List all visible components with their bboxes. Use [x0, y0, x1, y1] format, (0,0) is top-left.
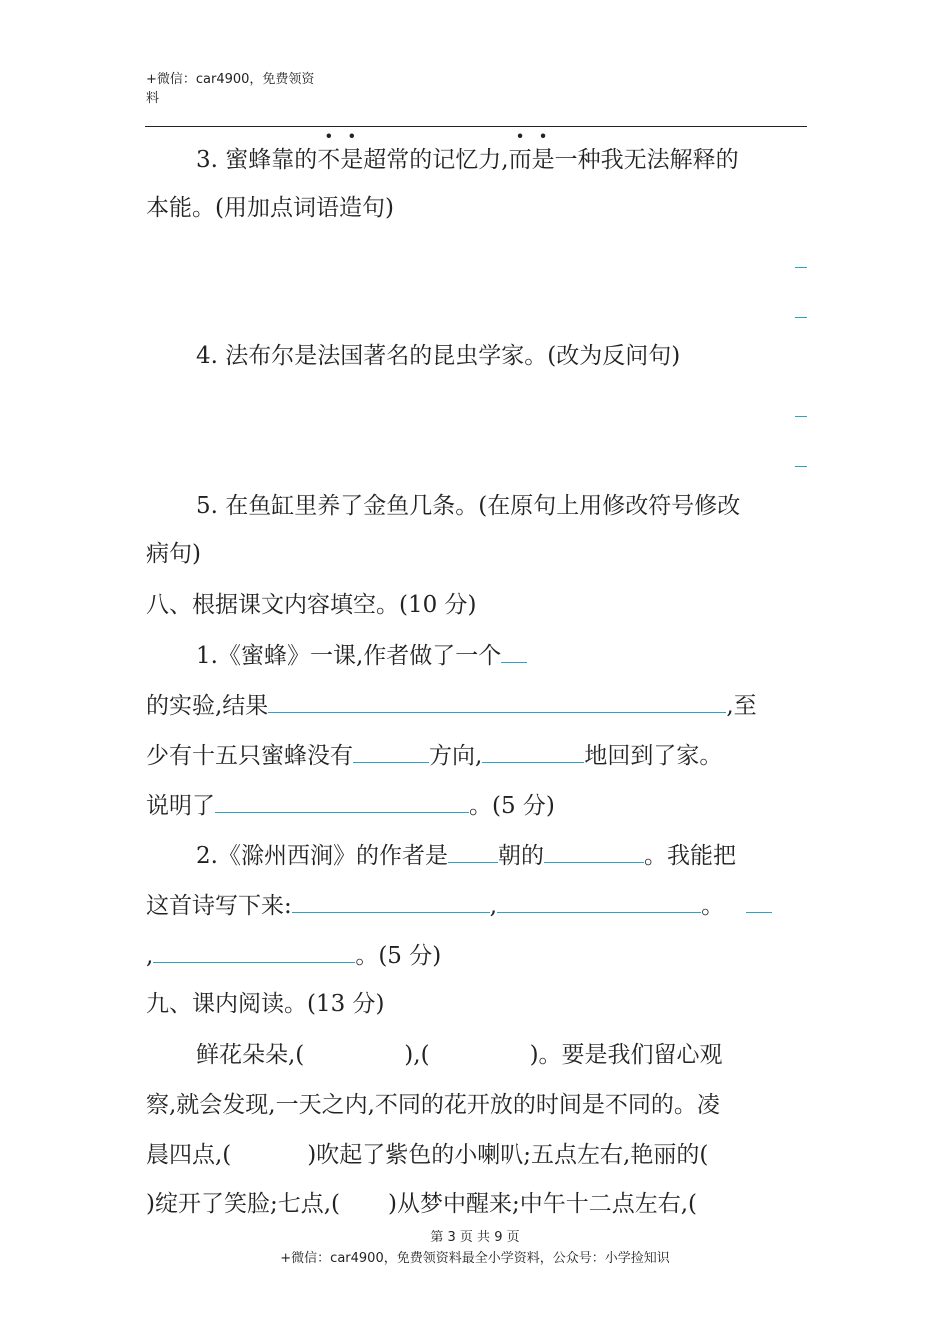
q4-answer-line-2[interactable]: [795, 466, 807, 467]
fill-blank[interactable]: [746, 890, 772, 913]
q3-dotted-char: 不: [317, 147, 341, 173]
s9-text: )绽开了笑脸;七点,(: [146, 1191, 341, 1217]
s9-text: )从梦中醒来;中午十二点左右,(: [388, 1191, 698, 1217]
s9-text: )吹起了紫色的小喇叭;五点左右,艳丽的(: [307, 1142, 709, 1168]
s8-q2-line-1: [196, 840, 736, 871]
s8-q2-text: 。: [701, 893, 725, 919]
q3-dotted-char: 而: [508, 147, 532, 173]
s8-q1-line-4: [146, 790, 555, 821]
fill-blank[interactable]: [292, 890, 490, 913]
s8-q1-text: 的实验,结果: [146, 693, 269, 719]
header-line-1: +微信：car4900，免费领资: [146, 72, 315, 87]
s8-q2-text: 这首诗写下来:: [146, 893, 292, 919]
s8-q2-text: ,: [489, 893, 498, 919]
s9-para-line-4: [146, 1189, 697, 1219]
s8-q2-line-3: [146, 940, 441, 971]
fill-blank[interactable]: [153, 940, 355, 963]
fill-blank[interactable]: [482, 740, 584, 763]
s9-text: 晨四点,(: [146, 1142, 232, 1168]
q3-dotted-char: 是: [340, 147, 364, 173]
s9-text: ),(: [404, 1042, 430, 1068]
q5-line-1: 5. 在鱼缸里养了金鱼几条。(在原句上用修改符号修改: [196, 493, 741, 519]
s8-q1-text: 方向,: [429, 743, 483, 769]
s8-q2-text: 2.《滁州西涧》的作者是: [196, 843, 448, 869]
s8-q1-line-2: [146, 690, 757, 721]
q3-answer-line-2[interactable]: [795, 317, 807, 318]
section-9-title: 九、课内阅读。(13 分): [146, 991, 385, 1017]
q4-text: 4. 法布尔是法国著名的昆虫学家。(改为反问句): [196, 343, 681, 369]
s8-q2-text: 。(5 分): [355, 943, 442, 969]
page-number: 第 3 页 共 9 页: [430, 1230, 520, 1245]
q3-text-e: 一种我无法解释的: [554, 147, 739, 173]
s8-q2-text: 朝的: [497, 843, 544, 869]
q3-answer-line-1[interactable]: [795, 267, 807, 268]
s8-q2-line-2: [146, 890, 772, 921]
s8-q1-text: ,至: [726, 693, 757, 719]
fill-blank[interactable]: [544, 840, 644, 863]
section-8-title: 八、根据课文内容填空。(10 分): [146, 592, 477, 618]
fill-blank[interactable]: [353, 740, 429, 763]
q4-answer-line-1[interactable]: [795, 416, 807, 417]
s8-q1-text: 地回到了家。: [584, 743, 723, 769]
s8-q1-text: 。(5 分): [469, 793, 555, 819]
s9-text: 鲜花朵朵,(: [196, 1042, 305, 1068]
q3-text-c: 超常的记忆力,: [363, 147, 509, 173]
header-divider: [145, 126, 807, 127]
s9-para-line-2: 察,就会发现,一天之内,不同的花开放的时间是不同的。凌: [146, 1092, 720, 1118]
footer-watermark: +微信：car4900，免费领资料最全小学资料，公众号：小学捡知识: [280, 1251, 670, 1266]
fill-blank[interactable]: [215, 790, 469, 813]
s8-q1-line-3: [146, 740, 722, 771]
s8-q2-text: ,: [146, 943, 154, 969]
s8-q2-text: 。我能把: [643, 843, 736, 869]
s8-q1-line-1: [196, 640, 527, 671]
s8-q1-text: 少有十五只蜜蜂没有: [146, 743, 353, 769]
fill-blank[interactable]: [501, 640, 527, 663]
s8-q1-text: 说明了: [146, 793, 215, 819]
s9-para-line-1: [196, 1040, 723, 1070]
s9-para-line-3: [146, 1140, 708, 1170]
fill-blank[interactable]: [497, 890, 701, 913]
s8-q1-text: 1.《蜜蜂》一课,作者做了一个: [196, 643, 502, 669]
header-line-2: 料: [146, 91, 160, 106]
s9-text: )。要是我们留心观: [529, 1042, 723, 1068]
fill-blank[interactable]: [448, 840, 498, 863]
header-watermark: [146, 70, 346, 108]
fill-blank[interactable]: [268, 690, 726, 713]
q3-line-2: 本能。(用加点词语造句): [146, 195, 394, 221]
q5-line-2: 病句): [146, 541, 201, 567]
q3-dotted-char: 是: [531, 147, 555, 173]
q3-line-1: [196, 145, 739, 175]
q3-text-a: 3. 蜜蜂靠的: [196, 147, 318, 173]
